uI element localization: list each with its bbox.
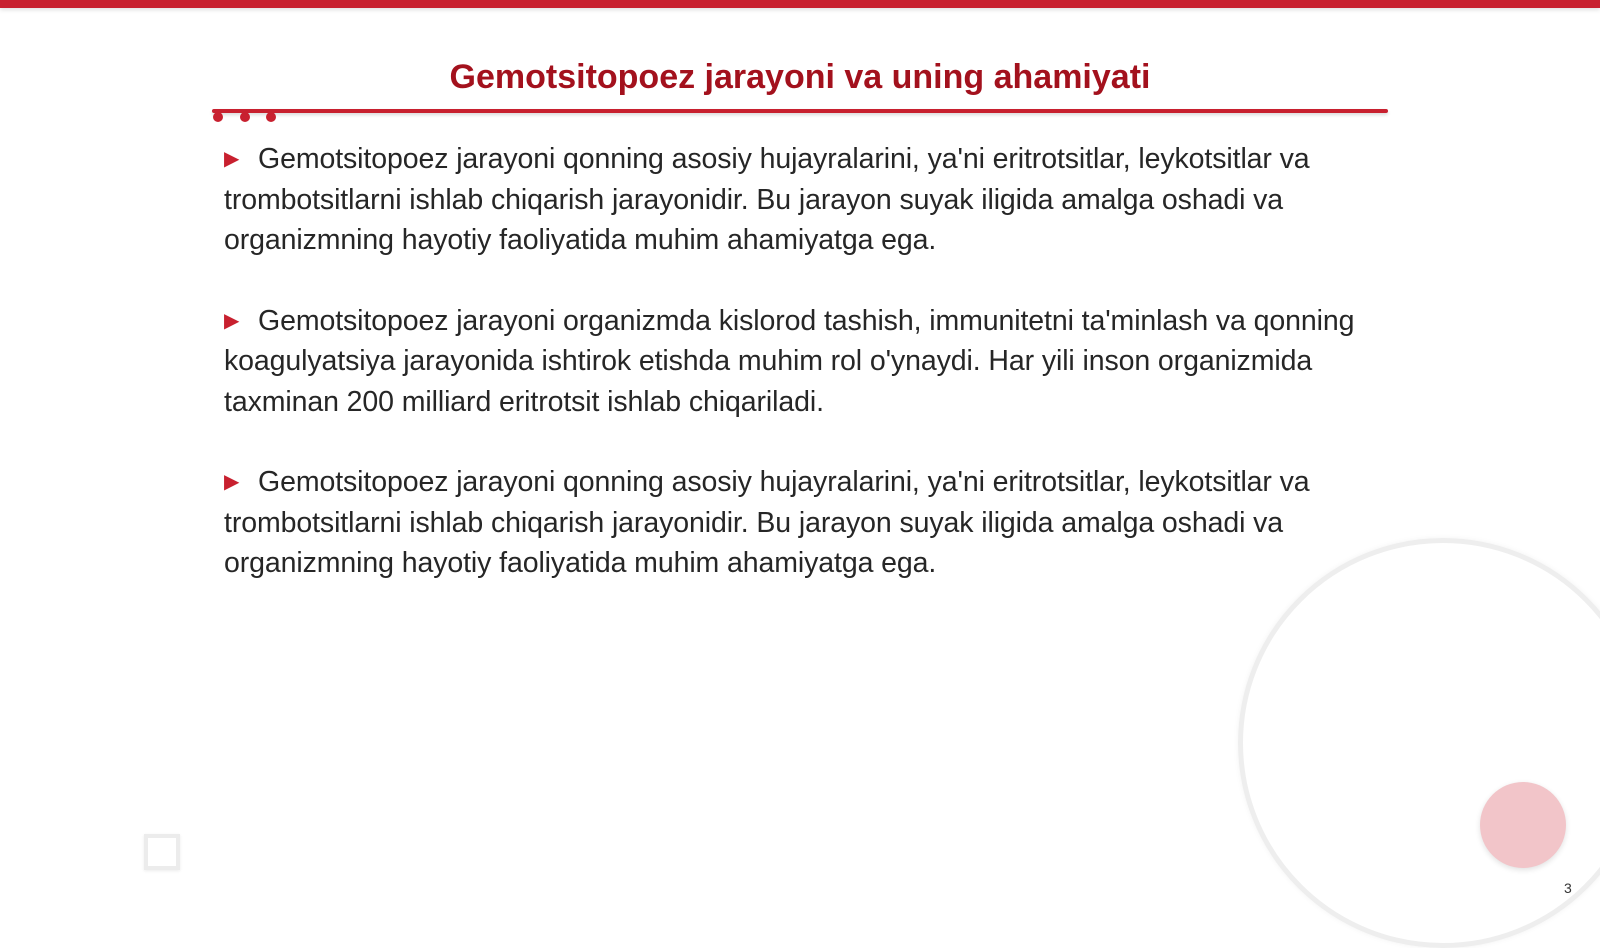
decor-dot (266, 112, 276, 122)
bullet-item-3 (224, 462, 1384, 584)
triangle-bullet-icon: ▶ (224, 148, 240, 170)
title-underline (212, 109, 1388, 113)
bullet-list (224, 139, 1384, 624)
bullet-text: Gemotsitopoez jarayoni qonning asosiy hujayralarini, ya'ni eritrotsitlar, leykotsitlar va trombotsitlarni ishlab chiqarish jarayonidir. Bu jarayon suyak iligida amalga oshadi va organizmning hayotiy faoliyatida muhim ahamiyatga ega. (224, 466, 1310, 579)
bullet-item-2 (224, 301, 1384, 423)
slide-title: Gemotsitopoez jarayoni va uning ahamiyati (449, 58, 1151, 96)
page-number: 3 (1564, 880, 1572, 896)
bullet-item-1 (224, 139, 1384, 261)
decor-pink-circle (1480, 782, 1566, 868)
triangle-bullet-icon: ▶ (224, 471, 240, 493)
triangle-bullet-icon: ▶ (224, 309, 240, 332)
decor-square (144, 834, 180, 870)
bullet-text: Gemotsitopoez jarayoni organizmda kislorod tashish, immunitetni ta'minlash va qonning koagulyatsiya jarayonida ishtirok etishda muhim rol o'ynaydi. Har yili inson organizmida taxminan 200 milliard eritrotsit ishlab chiqariladi. (224, 304, 1355, 418)
decor-dot (240, 112, 250, 122)
top-accent-bar (0, 0, 1600, 8)
bullet-text: Gemotsitopoez jarayoni qonning asosiy hujayralarini, ya'ni eritrotsitlar, leykotsitlar va trombotsitlarni ishlab chiqarish jarayonidir. Bu jarayon suyak iligida amalga oshadi va organizmning hayotiy faoliyatida muhim ahamiyatga ega. (224, 143, 1310, 256)
decor-dot (213, 112, 223, 122)
